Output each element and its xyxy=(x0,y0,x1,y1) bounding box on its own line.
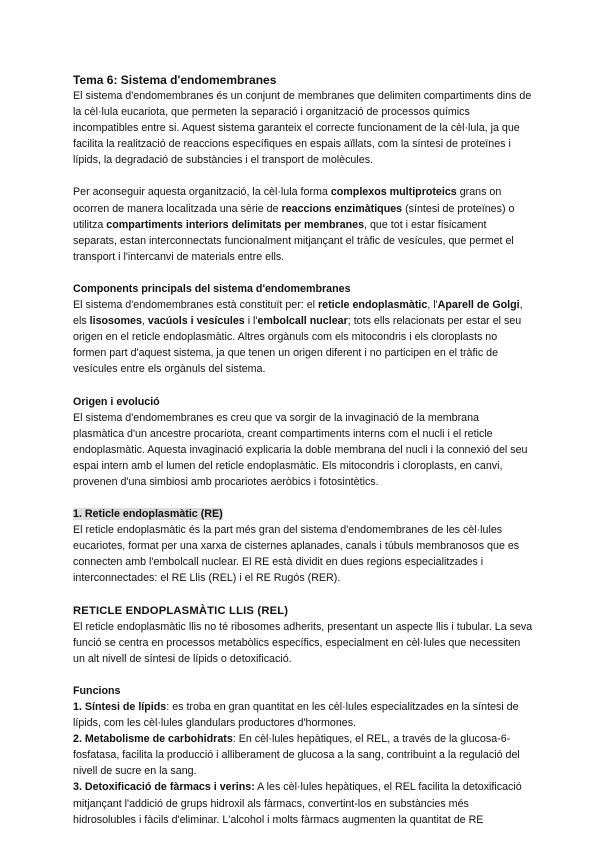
text-run: , l' xyxy=(427,299,438,312)
bold-term: reticle endoplasmàtic xyxy=(318,299,428,312)
text-run: , els xyxy=(73,299,523,328)
function-item-2 xyxy=(73,731,533,779)
text-run: (síntesi de proteïnes) o utilitza xyxy=(73,202,515,231)
bold-term: lisosomes xyxy=(89,315,142,328)
re-heading xyxy=(73,506,533,522)
function-text: : es troba en gran quantitat en les cèl·lules especialitzades en la síntesi de lípids, com les cèl·lules glandulars productores d'hormones. xyxy=(73,701,519,730)
functions-heading: Funcions xyxy=(73,684,121,697)
re-paragraph: El reticle endoplasmàtic és la part més gran del sistema d'endomembranes de les cèl·lules eucariotes, format per una xarxa de cisternes aplanades, canals i túbuls membranosos que es connecten amb l'embolcall nuclear. El RE està dividit en dues regions especialitzades i interconnectades: el RE Llis (REL) i el RE Rugós (RER). xyxy=(73,524,520,585)
bold-term: compartiments interiors delimitats per membranes xyxy=(106,218,365,231)
text-run: , que tot i estar físicament separats, estan interconnectats funcionalment mitjançant el tràfic de vesícules, que permet el transport i l'intercanvi de materials entre ells. xyxy=(73,218,514,263)
document-title: Tema 6: Sistema d'endomembranes xyxy=(73,73,277,87)
origin-paragraph: El sistema d'endomembranes es creu que va sorgir de la invaginació de la membrana plasmàtica d'un ancestre procariota, creant compartiments interns com el nucli i el reticle endoplasmàtic. Aquesta invaginació explicaria la doble membrana del nucli i la connexió del seu espai intern amb el lumen del reticle endoplasmàtic. Els mitocondris i cloroplasts, en canvi, provenen d'una simbiosi amb procariotes aeròbics i fotosintètics. xyxy=(73,411,528,488)
text-run: Per aconseguir aquesta organització, la cèl·lula forma xyxy=(73,186,331,199)
spacer xyxy=(73,490,533,506)
function-label: 2. Metabolisme de carbohidrats xyxy=(73,733,233,746)
bold-term: Aparell de Golgi xyxy=(437,299,520,312)
components-heading: Components principals del sistema d'endomembranes xyxy=(73,282,351,295)
spacer xyxy=(73,378,533,394)
components-paragraph xyxy=(73,297,533,377)
function-text: : En cèl·lules hepàtiques, el REL, a través de la glucosa-6-fosfatasa, facilita la producció i alliberament de glucosa a la sang, contribuint a la regulació del nivell de sucre en la sang. xyxy=(73,733,520,778)
function-label: 1. Síntesi de lípids xyxy=(73,701,167,713)
text-run: i l' xyxy=(244,315,258,328)
document-body xyxy=(73,72,533,828)
spacer xyxy=(73,667,533,683)
bold-term: embolcall nuclear xyxy=(257,315,348,328)
text-run: grans on ocorren de manera localitzada una sèrie de xyxy=(73,186,502,215)
spacer xyxy=(73,265,533,281)
function-text: A les cèl·lules hepàtiques, el REL facilita la detoxificació mitjançant l'addició de grups hidroxil als fàrmacs, convertint-los en substàncies més hidrosolubles i fàcils d'eliminar. L'alcohol i molts fàrmacs augmenten la quantitat de RE xyxy=(73,781,522,826)
rel-heading: RETICLE ENDOPLASMÀTIC LLIS (REL) xyxy=(73,604,289,617)
origin-heading: Origen i evolució xyxy=(73,395,160,408)
bold-term: reaccions enzimàtiques xyxy=(281,202,403,215)
function-label: 3. Detoxificació de fàrmacs i verins: xyxy=(73,781,255,794)
spacer xyxy=(73,168,533,184)
function-item-3 xyxy=(73,779,533,827)
function-item-1 xyxy=(73,699,533,731)
text-run: El sistema d'endomembranes està constituït per: el xyxy=(73,299,319,312)
intro-paragraph-1: El sistema d'endomembranes és un conjunt de membranes que delimiten compartiments dins de la cèl·lula eucariota, que permeten la separació i organització de processos químics incompatibles entre si. Aquest sistema garanteix el correcte funcionament de la cèl·lula, ja que facilita la realització de reaccions específiques en espais aïllats, com la síntesi de proteïnes i lípids, la degradació de substàncies i el transport de molècules. xyxy=(73,90,532,167)
text-run: , xyxy=(141,315,148,328)
bold-term: complexos multiproteics xyxy=(330,186,457,199)
re-heading-highlight: 1. Reticle endoplasmàtic (RE) xyxy=(73,508,223,521)
spacer xyxy=(73,587,533,603)
text-run: ; tots ells relacionats per estar el seu origen en el reticle endoplasmàtic. Altres orgànuls com els mitocondris i els cloroplasts no formen part d'aquest sistema, ja que tenen un origen diferent i no participen en el tràfic de vesícules entre els orgànuls del sistema. xyxy=(73,315,522,376)
bold-term: vacúols i vesícules xyxy=(147,315,245,328)
intro-paragraph-2 xyxy=(73,184,533,264)
rel-paragraph: El reticle endoplasmàtic llis no té ribosomes adherits, presentant un aspecte llis i tubular. La seva funció se centra en processos metabòlics específics, especialment en cèl·lules que necessiten un alt nivell de síntesi de lípids o detoxificació. xyxy=(73,620,533,665)
